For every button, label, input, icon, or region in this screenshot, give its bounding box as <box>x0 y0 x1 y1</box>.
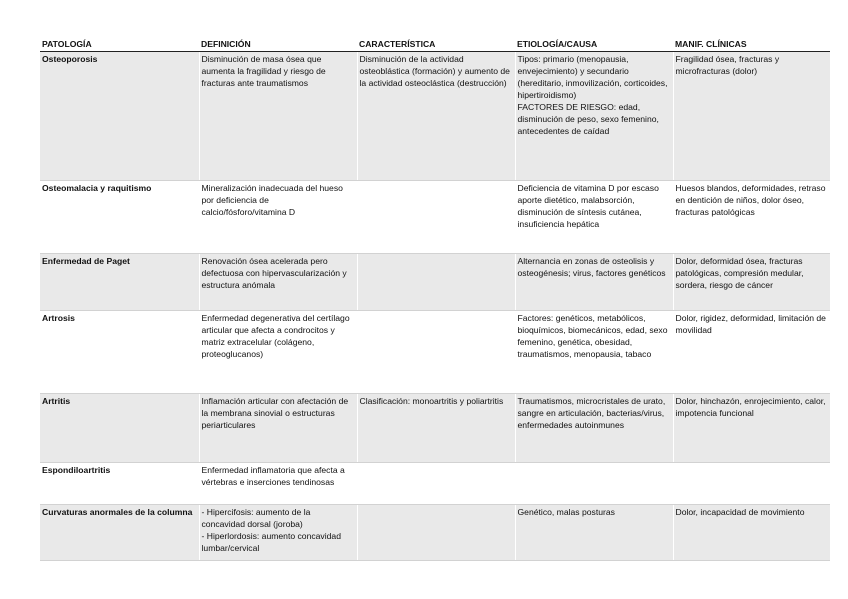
cell-caracteristica <box>357 254 515 311</box>
cell-definicion: Enfermedad inflamatoria que afecta a vértebras e inserciones tendinosas <box>199 463 357 505</box>
table-row <box>40 394 830 463</box>
cell-caracteristica <box>357 463 515 505</box>
table-row <box>40 181 830 254</box>
cell-etiologia <box>515 463 673 505</box>
cell-etiologia: Genético, malas posturas <box>515 505 673 561</box>
cell-etiologia: Traumatismos, microcristales de urato, sangre en articulación, bacterias/virus, enfermedades autoinmunes <box>515 394 673 463</box>
header-manif-clinicas: MANIF. CLÍNICAS <box>673 36 830 52</box>
cell-etiologia: Alternancia en zonas de osteolisis y osteogénesis; virus, factores genéticos <box>515 254 673 311</box>
cell-patologia: Espondiloartritis <box>40 463 199 505</box>
cell-manif: Dolor, hinchazón, enrojecimiento, calor, impotencia funcional <box>673 394 830 463</box>
table-header-row <box>40 36 830 52</box>
table-row <box>40 505 830 561</box>
cell-definicion: Inflamación articular con afectación de la membrana sinovial o estructuras periarticulares <box>199 394 357 463</box>
cell-etiologia: Factores: genéticos, metabólicos, bioquímicos, biomecánicos, edad, sexo femenino, genética, obesidad, traumatismos, menopausia, tabaco <box>515 311 673 394</box>
cell-etiologia: Tipos: primario (menopausia, envejecimiento) y secundario (hereditario, inmovilización, corticoides, hipertiroidismo) FACTORES DE RIESGO: edad, disminución de peso, sexo femenino, antecedentes de caídad <box>515 52 673 181</box>
cell-manif: Huesos blandos, deformidades, retraso en dentición de niños, dolor óseo, fracturas patológicas <box>673 181 830 254</box>
cell-etiologia: Deficiencia de vitamina D por escaso aporte dietético, malabsorción, disminución de síntesis cutánea, insuficiencia hepática <box>515 181 673 254</box>
table-row <box>40 311 830 394</box>
cell-definicion: Renovación ósea acelerada pero defectuosa con hipervascularización y estructura anómala <box>199 254 357 311</box>
header-etiologia: ETIOLOGÍA/CAUSA <box>515 36 673 52</box>
cell-patologia: Osteomalacia y raquitismo <box>40 181 199 254</box>
cell-caracteristica <box>357 505 515 561</box>
cell-manif: Fragilidad ósea, fracturas y microfracturas (dolor) <box>673 52 830 181</box>
cell-caracteristica <box>357 181 515 254</box>
cell-patologia: Osteoporosis <box>40 52 199 181</box>
cell-patologia: Artrosis <box>40 311 199 394</box>
cell-definicion: Enfermedad degenerativa del certílago articular que afecta a condrocitos y matriz extracelular (colágeno, proteoglucanos) <box>199 311 357 394</box>
cell-patologia: Enfermedad de Paget <box>40 254 199 311</box>
pathology-table <box>40 36 830 561</box>
cell-definicion: - Hipercifosis: aumento de la concavidad dorsal (joroba) - Hiperlordosis: aumento concavidad lumbar/cervical <box>199 505 357 561</box>
cell-manif: Dolor, rigidez, deformidad, limitación de movilidad <box>673 311 830 394</box>
cell-caracteristica <box>357 311 515 394</box>
cell-definicion: Disminución de masa ósea que aumenta la fragilidad y riesgo de fracturas ante traumatismos <box>199 52 357 181</box>
cell-manif: Dolor, incapacidad de movimiento <box>673 505 830 561</box>
header-patologia: PATOLOGÍA <box>40 36 199 52</box>
cell-patologia: Artritis <box>40 394 199 463</box>
cell-patologia: Curvaturas anormales de la columna <box>40 505 199 561</box>
cell-manif: Dolor, deformidad ósea, fracturas patológicas, compresión medular, sordera, riesgo de cáncer <box>673 254 830 311</box>
table-row <box>40 52 830 181</box>
cell-caracteristica: Disminución de la actividad osteoblástica (formación) y aumento de la actividad osteoclástica (destrucción) <box>357 52 515 181</box>
cell-definicion: Mineralización inadecuada del hueso por deficiencia de calcio/fósforo/vitamina D <box>199 181 357 254</box>
cell-manif <box>673 463 830 505</box>
table-row <box>40 463 830 505</box>
table-row <box>40 254 830 311</box>
header-definicion: DEFINICIÓN <box>199 36 357 52</box>
header-caracteristica: CARACTERÍSTICA <box>357 36 515 52</box>
cell-caracteristica: Clasificación: monoartritis y poliartritis <box>357 394 515 463</box>
